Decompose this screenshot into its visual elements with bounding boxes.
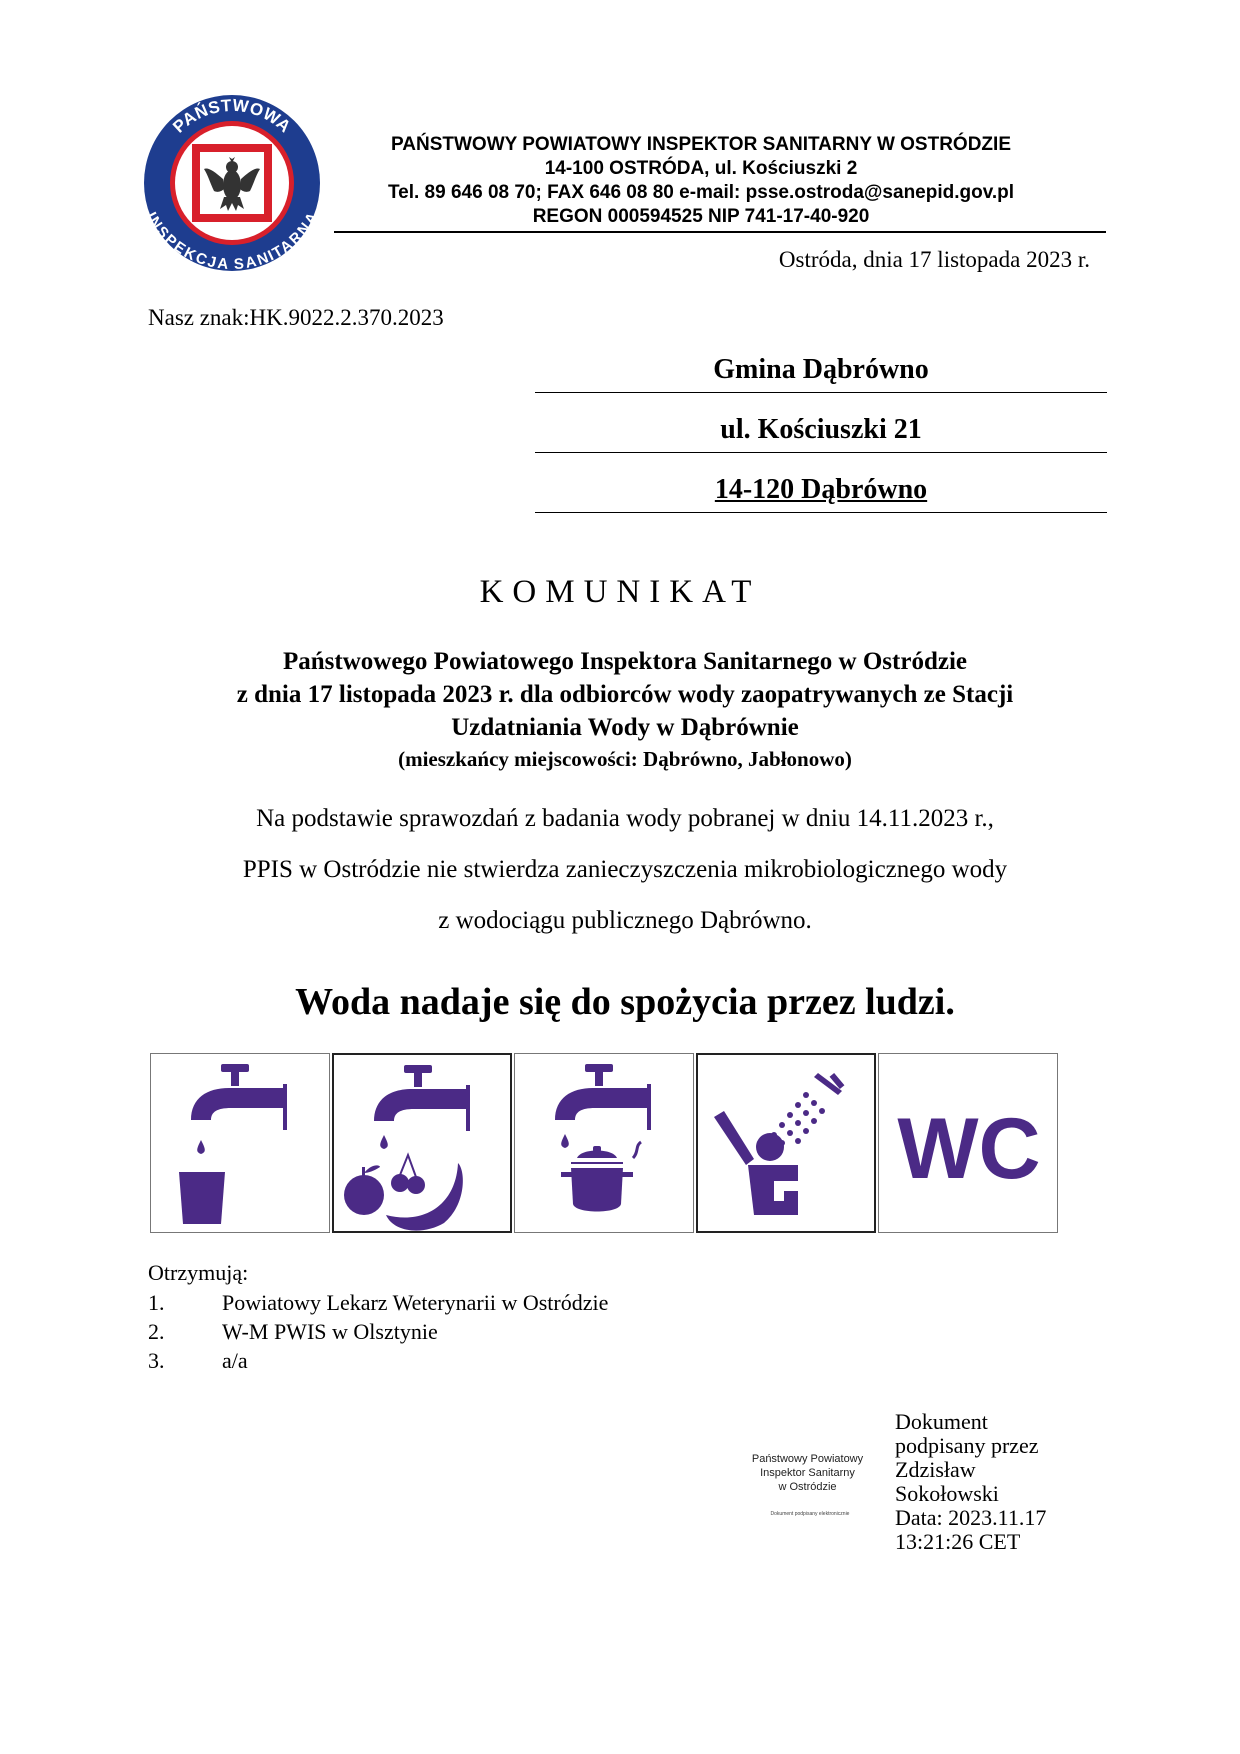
drinkable-headline: Woda nadaje się do spożycia przez ludzi. (295, 981, 955, 1023)
signature-line-4: Sokołowski (895, 1481, 999, 1506)
signature-line-1: Dokument (895, 1409, 988, 1434)
subtitle-line-3: Uzdatniania Wody w Dąbrównie (451, 714, 799, 741)
document-date: Ostróda, dnia 17 listopada 2023 r. (778, 247, 1090, 272)
stamp-line-1: Państwowy Powiatowy (751, 1453, 864, 1465)
header-contact: Tel. 89 646 08 70; FAX 646 08 80 e-mail: psse.ostroda@sanepid.gov.pl (387, 182, 1015, 203)
svg-text:PAŃSTWOWA (169, 96, 294, 137)
header-institution: PAŃSTWOWY POWIATOWY INSPEKTOR SANITARNY W OSTRÓDZIE (391, 134, 1011, 155)
signature-line-3: Zdzisław (895, 1457, 976, 1482)
recipient-rule-1 (535, 392, 1107, 393)
logo-top-arc-text: PAŃSTWOWA (169, 95, 295, 137)
recipient-item-text: Powiatowy Lekarz Weterynarii w Ostródzie (222, 1290, 609, 1315)
subtitle-line-2: z dnia 17 listopada 2023 r. dla odbiorców wody zaopatrywanych ze Stacji (236, 681, 1014, 708)
recipient-item-number: 1. (148, 1290, 165, 1315)
tap-glass-icon (150, 1053, 330, 1233)
recipient-item-text: W-M PWIS w Olsztynie (222, 1319, 438, 1344)
body-line-2: PPIS w Ostródzie nie stwierdza zanieczyszczenia mikrobiologicznego wody (242, 856, 1008, 883)
body-line-3: z wodociągu publicznego Dąbrówno. (438, 907, 812, 934)
logo-top-text: PAŃSTWOWA (136, 78, 254, 97)
tap-fruit-icon (332, 1053, 512, 1233)
reference-number: Nasz znak:HK.9022.2.370.2023 (148, 305, 444, 330)
recipient-item-number: 2. (148, 1319, 165, 1344)
subtitle-line-4: (mieszkańcy miejscowości: Dąbrówno, Jabłonowo) (398, 747, 852, 771)
stamp-line-2: Inspektor Sanitarny (760, 1467, 855, 1479)
signature-line-2: podpisany przez (895, 1433, 1039, 1458)
recipient-rule-3 (535, 512, 1107, 513)
recipient-item-number: 3. (148, 1348, 165, 1373)
stamp-line-4: Dokument podpisany elektronicznie (770, 1511, 850, 1517)
recipient-city-text: 14-120 Dąbrówno (714, 474, 928, 505)
header-rule (334, 231, 1106, 233)
wc-label: WC (897, 1101, 1041, 1197)
wc-icon (878, 1053, 1058, 1233)
recipient-rule-2 (535, 452, 1107, 453)
tap-pot-icon (514, 1053, 694, 1233)
logo-bottom-arc-text: INSPEKCJA SANITARNA (142, 209, 322, 273)
signature-line-5: Data: 2023.11.17 (895, 1505, 1047, 1530)
recipient-name: Gmina Dąbrówno (713, 354, 929, 385)
body-line-1: Na podstawie sprawozdań z badania wody pobranej w dniu 14.11.2023 r., (256, 805, 994, 832)
document-title: KOMUNIKAT (479, 574, 761, 610)
recipient-city (535, 474, 1107, 506)
recipient-item-text: a/a (222, 1348, 248, 1373)
recipient-street: ul. Kościuszki 21 (720, 414, 922, 445)
recipients-heading: Otrzymują: (148, 1260, 249, 1285)
stamp-line-3: w Ostródzie (778, 1481, 837, 1493)
header-address: 14-100 OSTRÓDA, ul. Kościuszki 2 (544, 158, 858, 179)
header-registry: REGON 000594525 NIP 741-17-40-920 (532, 206, 870, 227)
shower-icon (696, 1053, 876, 1233)
subtitle-line-1: Państwowego Powiatowego Inspektora Sanitarnego w Ostródzie (283, 648, 967, 675)
signature-line-6: 13:21:26 CET (895, 1529, 1021, 1554)
